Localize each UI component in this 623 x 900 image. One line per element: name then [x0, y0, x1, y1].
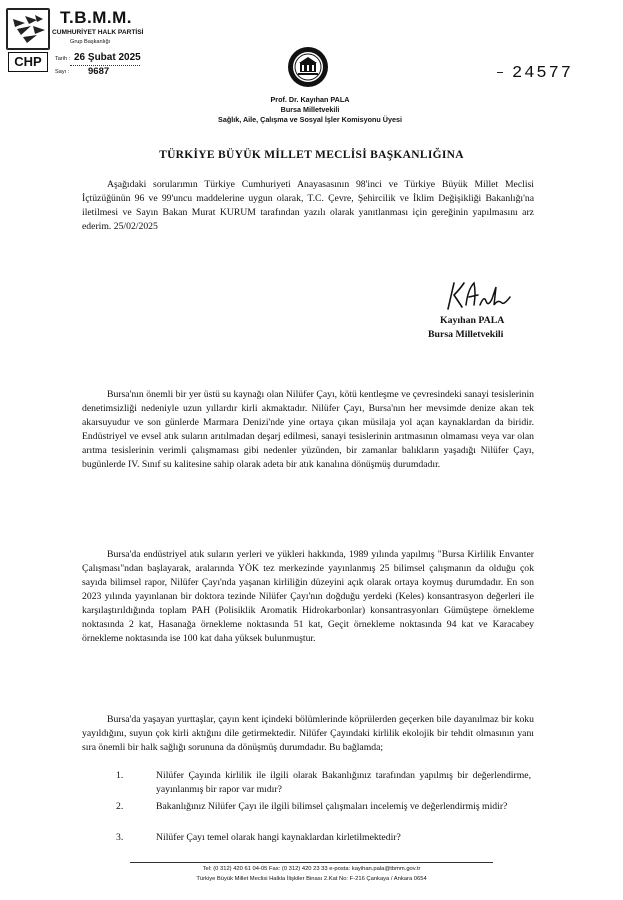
chp-logo-icon [6, 8, 50, 50]
org-short-name: T.B.M.M. [60, 8, 132, 27]
party-abbr-badge: CHP [8, 52, 48, 72]
body-paragraph-1: Bursa'nın önemli bir yer üstü su kaynağı olan Nilüfer Çayı, kötü kentleşme ve çevresindeki sanayi tesislerinin denetimsizliği nedeniyle uzun yıllardır kirli akmaktadır. Nilüfer Çayı, Bursa'nın her mevsimde denize akan tek akarsuyudur ve son günlerde Marmara Denizi'nde yine ortaya çıkan müsilaja yol açan kaynaklardan da biridir. Endüstriyel ve evsel atık suların arıtılmadan deşarj edilmesi, sanayi tesislerinin arıtmasının olmaması veya var olan arıtma tesislerinin verimli çalışmaması gibi nedenler yüzünden, bir zamanlar balıkların yaşadığı Nilüfer Çayı, bugünlerde IV. Sınıf su kalitesine sahip olarak adeta bir atık kanalına dönüşmüş durumdadır. [82, 389, 534, 470]
stamp-number: 9687 [88, 66, 110, 77]
stamp-date: 26 Şubat 2025 [74, 52, 141, 63]
party-name: CUMHURİYET HALK PARTİSİ [52, 29, 144, 36]
question-text: Nilüfer Çayı temel olarak hangi kaynaklardan kirletilmektedir? [156, 832, 401, 843]
date-label: Tarih : [55, 56, 71, 62]
question-item [116, 800, 536, 830]
author-name: Prof. Dr. Kayıhan PALA [270, 95, 350, 104]
footer-divider [130, 862, 493, 863]
body-paragraph-3: Bursa'da yaşayan yurttaşlar, çayın kent içindeki bölümlerinde köprülerden geçerken bile dayanılmaz bir koku yayıldığını, suyun çok kirli aktığını dile getirmektedir. Nilüfer Çayındaki kirlilik ekolojik bir tehdit olmasının yanı sıra önemli bir halk sağlığı sorununa da dönüşmüş durumdadır. Bu bağlamda; [82, 714, 534, 753]
document-heading: TÜRKİYE BÜYÜK MİLLET MECLİSİ BAŞKANLIĞINA [159, 149, 464, 161]
author-committee: Sağlık, Aile, Çalışma ve Sosyal İşler Komisyonu Üyesi [218, 115, 402, 124]
question-text: Bakanlığınız Nilüfer Çayı ile ilgili bilimsel çalışmaları incelemiş ve değerlendirmiş midir? [156, 801, 508, 812]
question-number: 2. [116, 801, 124, 812]
signature-title: Bursa Milletvekili [428, 329, 504, 340]
question-item [116, 769, 536, 799]
signature-name: Kayıhan PALA [440, 315, 505, 326]
tbmm-seal-icon [287, 46, 329, 88]
group-name: Grup Başkanlığı [70, 39, 111, 45]
number-label: Sayı : [55, 69, 70, 75]
document-number-dash [497, 72, 503, 73]
question-number: 1. [116, 770, 124, 781]
question-number: 3. [116, 832, 124, 843]
handwritten-signature [440, 275, 518, 315]
intro-paragraph: Aşağıdaki sorularımın Türkiye Cumhuriyeti Anayasasının 98'inci ve Türkiye Büyük Millet Meclisi İçtüzüğünün 96 ve 99'uncu maddelerine uygun olarak, T.C. Çevre, Şehircilik ve İklim Değişikliği Bakanlığı'na iletilmesi ve Sayın Bakan Murat KURUM tarafından yazılı olarak yanıtlanması için gereğinin yapılmasını arz ederim. 25/02/2025 [82, 179, 534, 232]
footer-contact: Tel: (0 312) 420 61 04-05 Fax: (0 312) 420 23 33 e-posta: kayihan.pala@tbmm.gov.tr [202, 866, 421, 872]
author-role: Bursa Milletvekili [280, 105, 340, 114]
footer-address: Türkiye Büyük Millet Meclisi Halkla İlişkiler Binası 2.Kat No: F-216 Çankaya / Ankara 0654 [196, 876, 427, 882]
body-paragraph-2: Bursa'da endüstriyel atık suların yerleri ve yükleri hakkında, 1989 yılında yapılmış "Bursa Kirlilik Envanter Çalışması"ndan başlayarak, aralarında YÖK tez merkezinde yayınlanmış 25 bilimsel çalışmanın da olduğu çok sayıda bilimsel rapor, Nilüfer Çayı'nda yaşanan kirliliğin düzeyini açık olarak ortaya koymuş durumdadır. En son 2023 yılında yayınlanan bir doktora tezinde Nilüfer Çayı'nın doğduğu yerdeki (Keles) konsantrasyon değerleri ile karşılaştırıldığında toplam PAH (Polisiklik Aromatik Hidrokarbonlar) konsantrasyonları Gümüştepe örnekleme noktasında 2 kat, Hasanağa örnekleme noktasında 51 kat, Geçit örnekleme noktasında 94 kat ve Karacabey örnekleme noktasında ise 100 kat daha yüksek bulunmuştur. [82, 549, 534, 644]
document-number: 24577 [512, 64, 574, 83]
question-text: Nilüfer Çayında kirlilik ile ilgili olarak Bakanlığınız tarafından yapılmış bir değerlendirme, yayınlanmış bir rapor var mıdır? [156, 770, 531, 795]
question-item [116, 831, 536, 847]
